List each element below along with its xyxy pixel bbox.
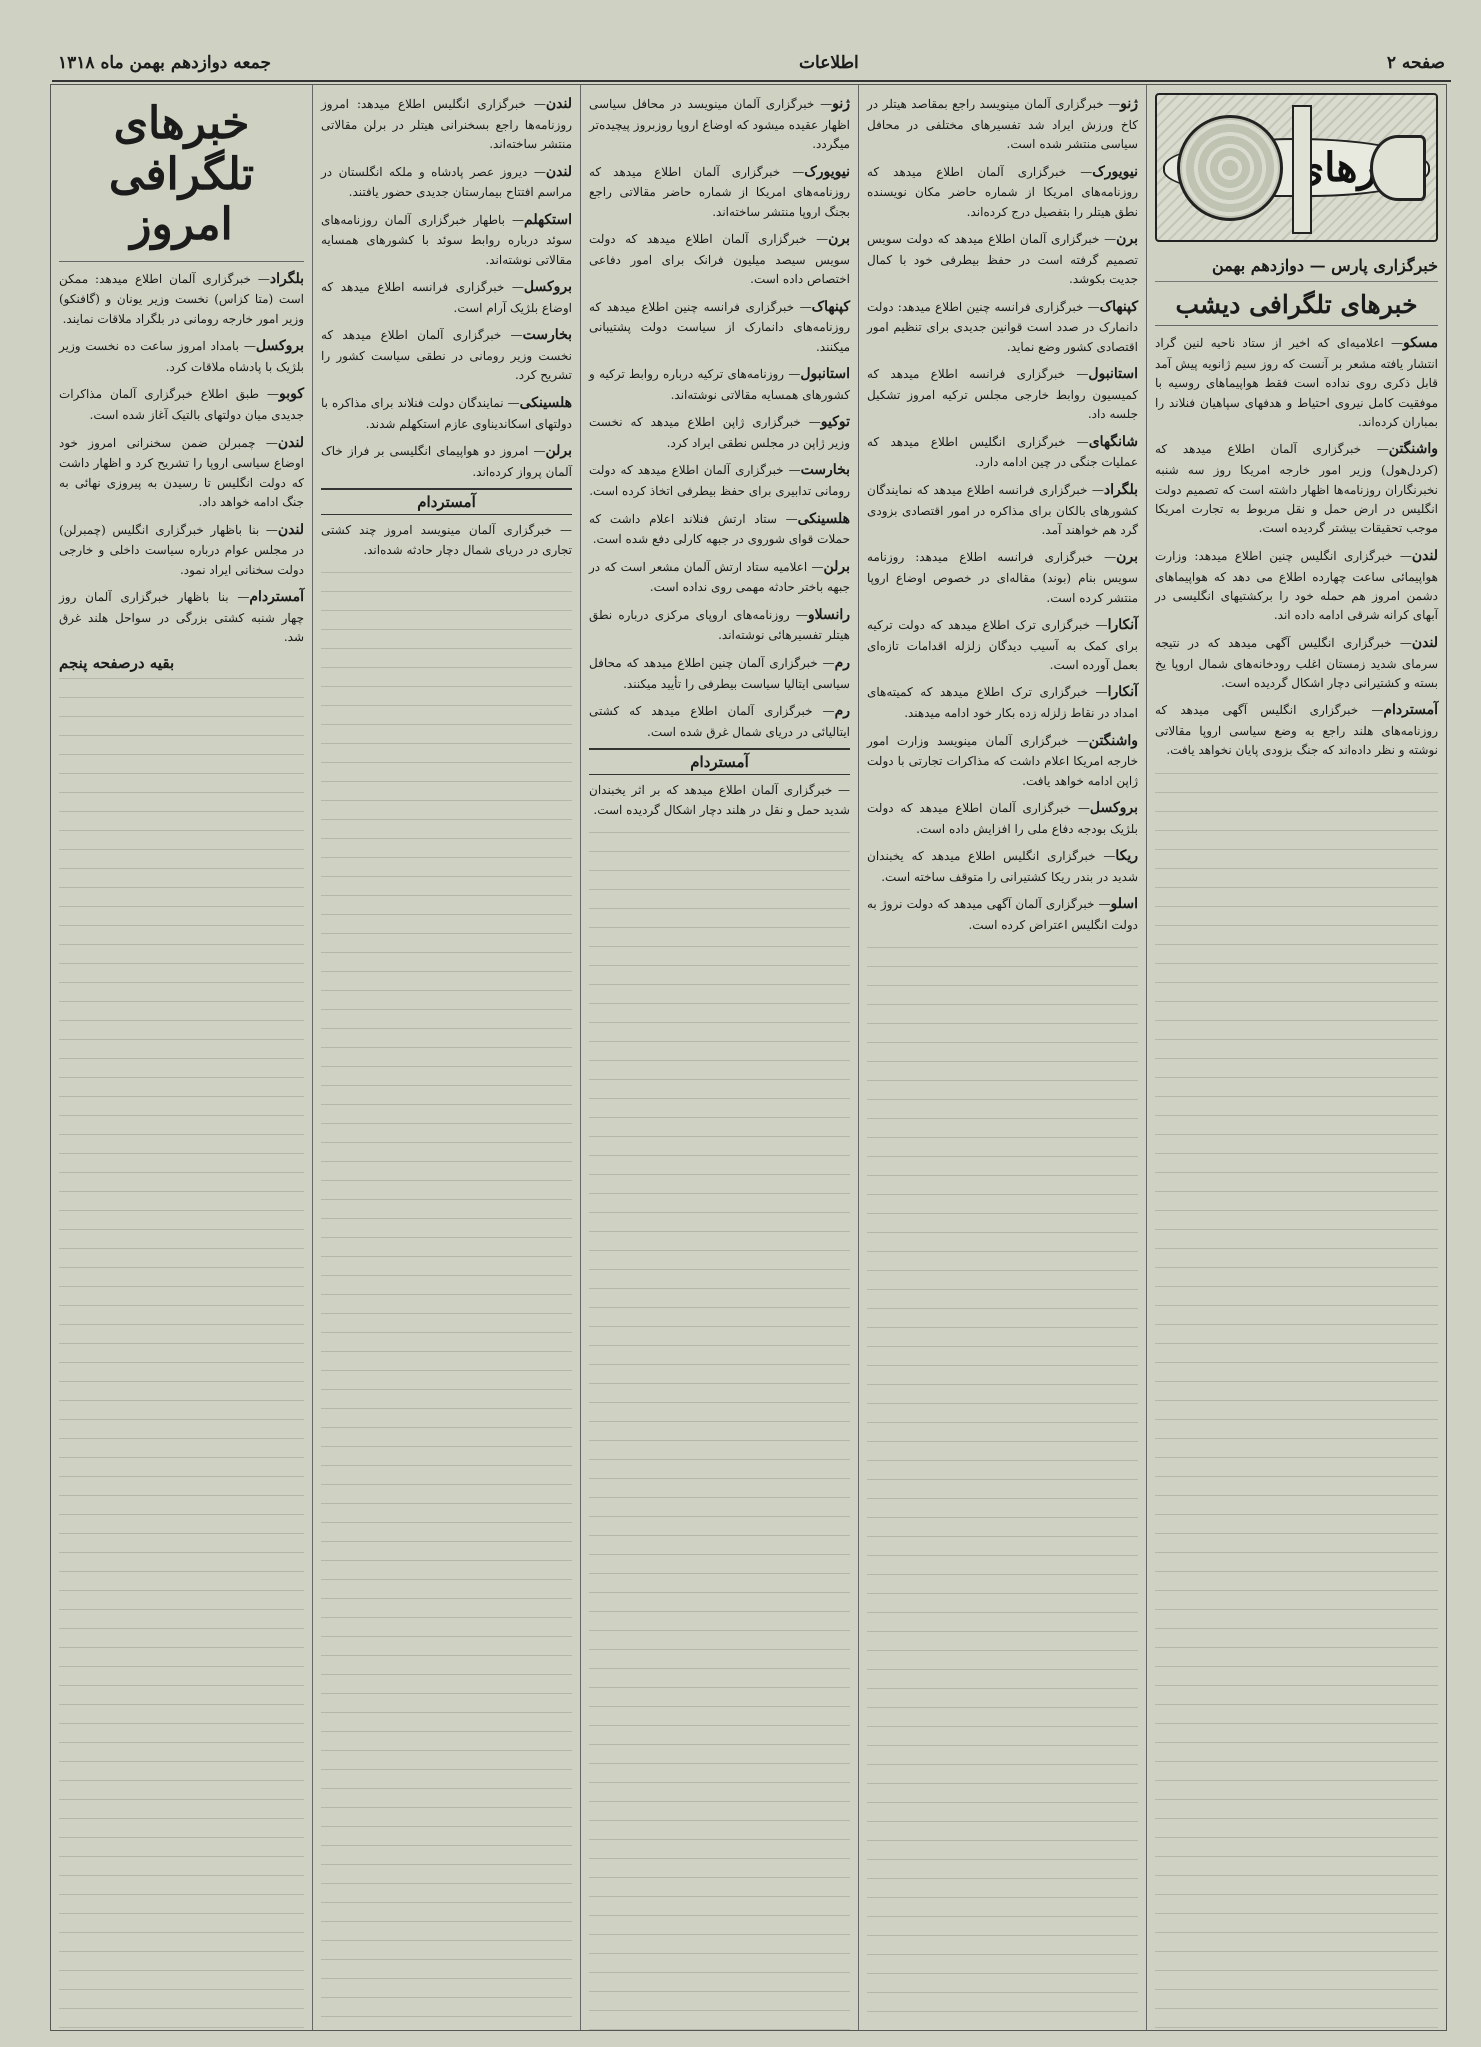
- body-text-lines: [321, 566, 572, 2030]
- columns-frame: [50, 84, 1447, 2031]
- section-heading-last-night: خبرهای تلگرافی دیشب: [1175, 290, 1418, 319]
- news-item: لندن— چمبرلن ضمن سخنرانی امروز خود اوضاع سیاسی اروپا را تشریح کرد و اظهار داشت که دولت انگلیس تا رسیدن به پیروزی نهائی به جنگ ادامه خواهد داد.: [59, 434, 304, 510]
- news-item: رانسلاو— روزنامه‌های اروپای مرکزی درباره نطق هیتلر تفسیرهائی نوشته‌اند.: [589, 606, 850, 643]
- news-item: ژنو— خبرگزاری آلمان مینویسد راجع بمقاصد هیتلر در کاخ ورزش ایراد شد تفسیرهای مختلفی در محافل سیاسی منتشر شده است.: [867, 96, 1138, 152]
- page-header: [52, 46, 1451, 82]
- news-dateline: خبرگزاری پارس — دوازدهم بهمن: [1155, 252, 1438, 282]
- news-item: بروکسل— خبرگزاری فرانسه اطلاع میدهد که اوضاع بلژیک آرام است.: [321, 279, 572, 315]
- news-item: ژنو— خبرگزاری آلمان مینویسد در محافل سیاسی اظهار عقیده میشود که اوضاع اروپا روزبروز پیچیده‌تر میگردد.: [589, 96, 850, 152]
- news-item: استانبول— خبرگزاری فرانسه اطلاع میدهد که کمیسیون روابط خارجی مجلس ترکیه امروز تشکیل جلسه داد.: [867, 366, 1138, 422]
- page-number: صفحه ۲: [1386, 53, 1445, 73]
- news-item: بروکسل— بامداد امروز ساعت ده نخست وزیر بلژیک با پادشاه ملاقات کرد.: [59, 338, 304, 374]
- news-item: استکهلم— باطهار خبرگزاری آلمان روزنامه‌های سوئد درباره روابط سوئد با کشورهای همسایه مقالاتی نوشته‌اند.: [321, 211, 572, 267]
- news-item: کپنهاک— خبرگزاری فرانسه چنین اطلاع میدهد که روزنامه‌های دانمارک از سیاست دولت پشتیبانی میکنند.: [589, 298, 850, 354]
- news-item: آنکارا— خبرگزاری ترک اطلاع میدهد که دولت ترکیه برای کمک به آسیب دیدگان زلزله اقدامات تازه‌ای بعمل آورده است.: [867, 616, 1138, 673]
- news-item: هلسینکی— ستاد ارتش فنلاند اعلام داشت که حملات قوای شوروی در جبهه کارلی دفع شده است.: [589, 510, 850, 547]
- news-item: مسکو— اعلامیه‌ای که اخیر از ستاد ناحیه لنین گراد انتشار یافته مشعر بر آنست که روز سیم ژانویه پیش آمد قابل ذکری روی نداده است فقط هواپیماهای روسیه با موفقیت کامل نیروی احتیاط و هدفهای سپاهیان فنلاند را بمباران کرده‌اند.: [1155, 335, 1438, 429]
- news-item: آمستردام— بنا باظهار خبرگزاری آلمان روز چهار شنبه کشتی بزرگی در سواحل هلند غرق شد.: [59, 589, 304, 645]
- news-item: کپنهاک— خبرگزاری فرانسه چنین اطلاع میدهد: دولت دانمارک در صدد است قوانین جدیدی برای تنظیم امور اقتصادی کشور وضع نماید.: [867, 298, 1138, 354]
- news-item: واشنگتن— خبرگزاری آلمان اطلاع میدهد که (کردل‌هول) وزیر امور خارجه امریکا روز سه شنبه نخبرنگاران روزنامه‌ها اظهار داشته است که تصمیم دولت انگلیس در ارض حمل و نقل مربوط به تجارت امریکا موجب تحقیقات بیشتر گردیده است.: [1155, 441, 1438, 536]
- news-item: بخارست— خبرگزاری آلمان اطلاع میدهد که دولت رومانی تدابیری برای حفظ بیطرفی اتخاذ کرده است.: [589, 462, 850, 499]
- boxed-item-text: — خبرگزاری آلمان مینویسد امروز چند کشتی تجاری در دریای شمال دچار حادثه شده‌اند.: [321, 523, 572, 557]
- news-item: ریکا— خبرگزاری انگلیس اطلاع میدهد که یخبندان شدید در بندر ریکا کشتیرانی را متوقف ساخته است.: [867, 848, 1138, 884]
- news-item: کوبو— طبق اطلاع خبرگزاری آلمان مذاکرات جدیدی میان دولتهای بالتیک آغاز شده است.: [59, 386, 304, 423]
- news-item: نیویورک— خبرگزاری آلمان اطلاع میدهد که روزنامه‌های امریکا از شماره حاضر مقالاتی راجع بجنگ اروپا منتشر ساخته‌اند.: [589, 163, 850, 219]
- body-text-lines: [59, 672, 304, 2030]
- news-item: رم— خبرگزاری آلمان اطلاع میدهد که کشتی ایتالیائی در دریای شمال غرق شده است.: [589, 702, 850, 739]
- news-item: لندن— دیروز عصر پادشاه و ملکه انگلستان در مراسم افتتاح بیمارستان جدیدی حضور یافتند.: [321, 163, 572, 200]
- globe-icon: [1177, 115, 1283, 221]
- news-item: بروکسل— خبرگزاری آلمان اطلاع میدهد که دولت بلژیک بودجه دفاع ملی را افزایش داده است.: [867, 800, 1138, 836]
- news-item: شانگهای— خبرگزاری انگلیس اطلاع میدهد که عملیات جنگی در چین ادامه دارد.: [867, 433, 1138, 470]
- news-item: بخارست— خبرگزاری آلمان اطلاع میدهد که نخست وزیر رومانی در نطقی سیاست کشور را تشریح کرد.: [321, 327, 572, 383]
- news-item: توکیو— خبرگزاری ژاپن اطلاع میدهد که نخست وزیر ژاپن در مجلس نطقی ایراد کرد.: [589, 414, 850, 450]
- news-item: نیویورک— خبرگزاری آلمان اطلاع میدهد که روزنامه‌های امریکا از شماره حاضر مکان نویسنده نطق هیتلر را بتفصیل درج کرده‌اند.: [867, 163, 1138, 219]
- body-text-lines: [1155, 767, 1438, 2030]
- radio-tower-icon: [1292, 105, 1312, 234]
- continued-note: بقیه درصفحه پنجم: [59, 653, 175, 672]
- news-item: بلگراد— خبرگزاری فرانسه اطلاع میدهد که نمایندگان کشورهای بالکان برای مذاکره در امور اقتصادی بزودی گرد هم خواهند آمد.: [867, 481, 1138, 537]
- news-item: واشنگتن— خبرگزاری آلمان مینویسد وزارت امور خارجه امریکا اعلام داشت که مذاکرات تجارتی با دولت ژاپن ادامه خواهد یافت.: [867, 732, 1138, 788]
- news-item: لندن— خبرگزاری انگلیس اطلاع میدهد: امروز روزنامه‌ها راجع بسخنرانی هیتلر در برلن مقالاتی منتشر ساخته‌اند.: [321, 96, 572, 152]
- column-two: [858, 85, 1146, 2030]
- news-item: بلگراد— خبرگزاری آلمان اطلاع میدهد: ممکن است (متا کزاس) نخست وزیر یونان و (گافنکو) وزیر امور خارجه رومانی در بلگراد ملاقات نمایند.: [59, 270, 304, 326]
- news-item: برلن— امروز دو هواپیمای انگلیسی بر فراز خاک آلمان پرواز کرده‌اند.: [321, 442, 572, 479]
- section-heading-today: خبرهای تلگرافی امروز: [108, 98, 255, 251]
- body-text-lines: [867, 941, 1138, 2030]
- news-item: اسلو— خبرگزاری آلمان آگهی میدهد که دولت نروژ به دولت انگلیس اعتراض کرده است.: [867, 896, 1138, 933]
- news-item: آمستردام— خبرگزاری انگلیس آگهی میدهد که روزنامه‌های هلند راجع به وضع سیاسی اروپا مقالاتی نوشته و نظر داده‌اند که جنگ بزودی پایان نخواهد یافت.: [1155, 702, 1438, 758]
- gramophone-horn-icon: [1370, 135, 1426, 201]
- column-three: [580, 85, 858, 2030]
- news-item: لندن— بنا باظهار خبرگزاری انگلیس (چمبرلن) در مجلس عوام درباره سیاست داخلی و خارجی دولت سخنانی ایراد نمود.: [59, 521, 304, 577]
- news-item: برن— خبرگزاری آلمان اطلاع میدهد که دولت سویس تصمیم گرفته است در حفظ بیطرفی خود با کمال جدیت بکوشد.: [867, 231, 1138, 287]
- foreign-news-banner: [1155, 93, 1438, 242]
- news-item: برن— خبرگزاری فرانسه اطلاع میدهد: روزنامه سویس بنام (بوند) مقاله‌ای در خصوص اوضاع اروپا منتشر کرده است.: [867, 549, 1138, 605]
- news-item: لندن— خبرگزاری انگلیس آگهی میدهد که در نتیجه سرمای شدید زمستان اغلب رودخانه‌های شمال اروپا یخ بسته و کشتیرانی دچار اشکال گردیده است.: [1155, 634, 1438, 690]
- column-foreign-news: [1146, 85, 1446, 2030]
- news-item: رم— خبرگزاری آلمان چنین اطلاع میدهد که محافل سیاسی ایتالیا سیاست بیطرفی را تأیید میکنند.: [589, 654, 850, 691]
- boxed-item-heading: آمستردام: [589, 748, 850, 775]
- news-item: برلن— اعلامیه ستاد ارتش آلمان مشعر است که در جبهه باختر حادثه مهمی روی نداده است.: [589, 558, 850, 595]
- news-item: برن— خبرگزاری آلمان اطلاع میدهد که دولت سویس سیصد میلیون فرانک برای امور دفاعی اختصاص داده است.: [589, 231, 850, 287]
- boxed-item-heading: آمستردام: [321, 488, 572, 515]
- news-list: [1155, 332, 1438, 761]
- body-text-lines: [589, 826, 850, 2030]
- paper-name: اطلاعات: [799, 53, 859, 73]
- banner-title: خبرهای: [1163, 138, 1431, 197]
- column-today-news: [51, 85, 312, 2030]
- news-item: هلسینکی— نمایندگان دولت فنلاند برای مذاکره با دولتهای اسکاندیناوی عازم استکهلم شدند.: [321, 394, 572, 431]
- issue-date: جمعه دوازدهم بهمن ماه ۱۳۱۸: [58, 53, 271, 73]
- news-item: آنکارا— خبرگزاری ترک اطلاع میدهد که کمیته‌های امداد در نقاط زلزله زده بکار خود ادامه میدهند.: [867, 684, 1138, 721]
- column-four: [312, 85, 580, 2030]
- news-item: لندن— خبرگزاری انگلیس چنین اطلاع میدهد: وزارت هواپیمائی ساعت چهارده اطلاع می دهد که هواپیماهای دشمن امروز هم حمله خود را برکشتیهای انگلیسی در آبهای کرانه شرقی ادامه داده اند.: [1155, 547, 1438, 623]
- news-item: استانبول— روزنامه‌های ترکیه درباره روابط ترکیه و کشورهای همسایه مقالاتی نوشته‌اند.: [589, 366, 850, 402]
- boxed-item-text: — خبرگزاری آلمان اطلاع میدهد که بر اثر یخبندان شدید حمل و نقل در هلند دچار اشکال گردیده است.: [589, 783, 850, 817]
